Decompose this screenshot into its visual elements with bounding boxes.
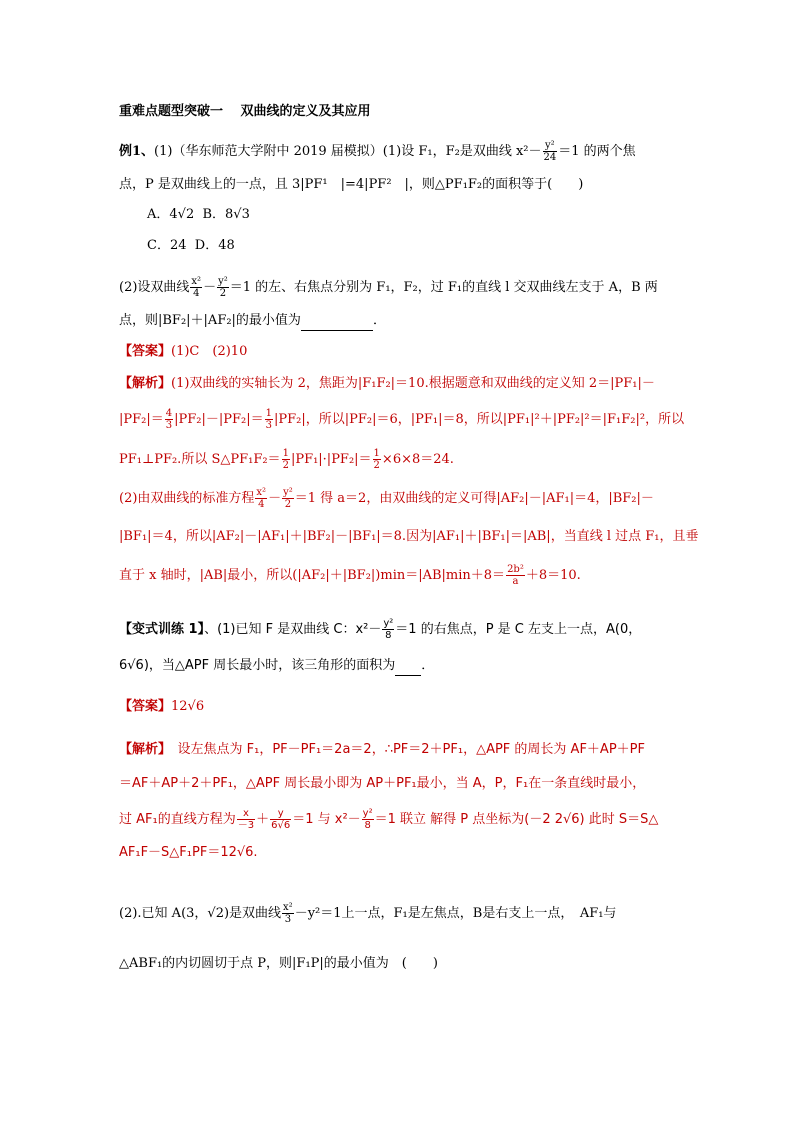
var1-answer: 【答案】12√6: [119, 699, 205, 714]
ex1-analysis-line1: 【解析】(1)双曲线的实轴长为 2，焦距为|F₁F₂|＝10.根据题意和双曲线的定义知 2＝|PF₁|－: [119, 376, 655, 391]
var1-q2-line2: △ABF₁的内切圆切于点 P，则|F₁P|的最小值为 ( ): [119, 956, 438, 971]
ex1-analysis-line6: 直于 x 轴时，|AB|最小，所以(|AF₂|＋|BF₂|)min＝|AB|min＋8＝ $\frac{\text{2b²}}{a}$ ＋8＝10.: [119, 564, 581, 587]
fraction-y2-2: $\frac{\text{y²}}{2}$: [218, 276, 228, 299]
analysis-label: 【解析】: [119, 376, 172, 391]
ex1-q2-line2: 点，则|BF₂|＋|AF₂|的最小值为 ．: [119, 311, 386, 331]
fraction-y2-24: $\frac{\text{y²}}{24}$: [543, 140, 557, 163]
option-a: A．4√2: [147, 207, 195, 222]
ex1-options-ab: [147, 205, 250, 225]
ex1-analysis-line2: |PF₂|＝ $\frac{4}{3}$ |PF₂|－|PF₂|＝ $\frac{1}{3}$ |PF₂|，所以|PF₂|＝6，|PF₁|＝8，所以|PF₁|²＋|PF₂|²＝|F₁F₂|²，所以: [119, 408, 685, 431]
ex1-answer: [119, 342, 247, 362]
var1-analysis-line4: AF₁F－S△F₁PF＝12√6.: [119, 845, 258, 860]
ex1-q1-text-b: ＝1 的两个焦: [558, 144, 636, 159]
fraction-x2-4: $\frac{\text{x²}}{4}$: [191, 276, 202, 299]
var1-q2-line1: (2).已知 A(3，√2)是双曲线 $\frac{\text{x²}}{3}$ －y²＝1上一点，F₁是左焦点，B是右支上一点， AF₁与: [119, 902, 617, 925]
ex1-q2-line1: (2)设双曲线 $\frac{\text{x²}}{4}$ － $\frac{\text{y²}}{2}$ ＝1 的左、右焦点分别为 F₁，F₂，过 F₁的直线 l 交双曲线左支于 A，B 两: [119, 276, 658, 299]
ex1-label: 例1、: [119, 144, 155, 159]
var1-q-line2: 6√6)，当△APF 周长最小时，该三角形的面积为 ．: [119, 656, 434, 676]
option-b: B．8√3: [202, 207, 250, 222]
var1-analysis-line2: ＝AF＋AP＋2＋PF₁，△APF 周长最小即为 AP＋PF₁最小，当 A，P，F₁在一条直线时最小，: [119, 776, 646, 791]
answer-blank-short: [395, 662, 421, 676]
ex1-options-cd: [147, 236, 235, 256]
ex1-analysis-line5: |BF₁|＝4，所以|AF₂|－|AF₁|＋|BF₂|－|BF₁|＝8.因为|AF₁|＋|BF₁|＝|AB|，当直线 l 过点 F₁，且垂: [119, 529, 699, 544]
ex1-analysis-line4: (2)由双曲线的标准方程 $\frac{\text{x²}}{4}$ － $\frac{\text{y²}}{2}$ ＝1 得 a＝2，由双曲线的定义可得|AF₂|－|AF₁|＝4，|BF₂|－: [119, 487, 654, 510]
var1-q-line1: 【变式训练 1】、(1)已知 F 是双曲线 C：x²－ $\frac{\text{y²}}{8}$ ＝1 的右焦点，P 是 C 左支上一点，A(0，: [119, 618, 642, 641]
var1-label: 【变式训练 1】: [119, 622, 205, 637]
answer-label: 【答案】: [119, 344, 172, 359]
option-d: D．48: [194, 238, 235, 253]
ex1-q1-text-a: (1)（华东师范大学附中 2019 届模拟）(1)设 F₁，F₂是双曲线 x²－: [154, 144, 542, 159]
ex1-q1-line1: [119, 140, 636, 163]
answer-blank: [301, 317, 373, 331]
answer-value: (1)C (2)10: [171, 344, 248, 359]
ex1-q1-line2: 点，P 是双曲线上的一点，且 3|PF¹ |=4|PF² |，则△PF₁F₂的面积等于( ): [119, 177, 584, 192]
ex1-analysis-line3: PF₁⊥PF₂.所以 S△PF₁F₂＝ $\frac{1}{2}$ |PF₁|·|PF₂|＝ $\frac{1}{2}$ ×6×8＝24.: [119, 448, 454, 471]
option-c: C．24: [147, 238, 187, 253]
var1-analysis-line3: 过 AF₁的直线方程为 $\frac{x}{-3}$ ＋ $\frac{y}{6√6}$ ＝1 与 x²－ $\frac{\text{y²}}{8}$ ＝1 联立 解得 P 点坐标为(－2 2√6) 此时 S＝S△: [119, 808, 659, 831]
section-title: 重难点题型突破一 双曲线的定义及其应用: [119, 104, 371, 119]
var1-analysis-line1: 【解析】 设左焦点为 F₁，PF－PF₁＝2a＝2，∴PF＝2＋PF₁，△APF 的周长为 AF＋AP＋PF: [119, 742, 645, 757]
